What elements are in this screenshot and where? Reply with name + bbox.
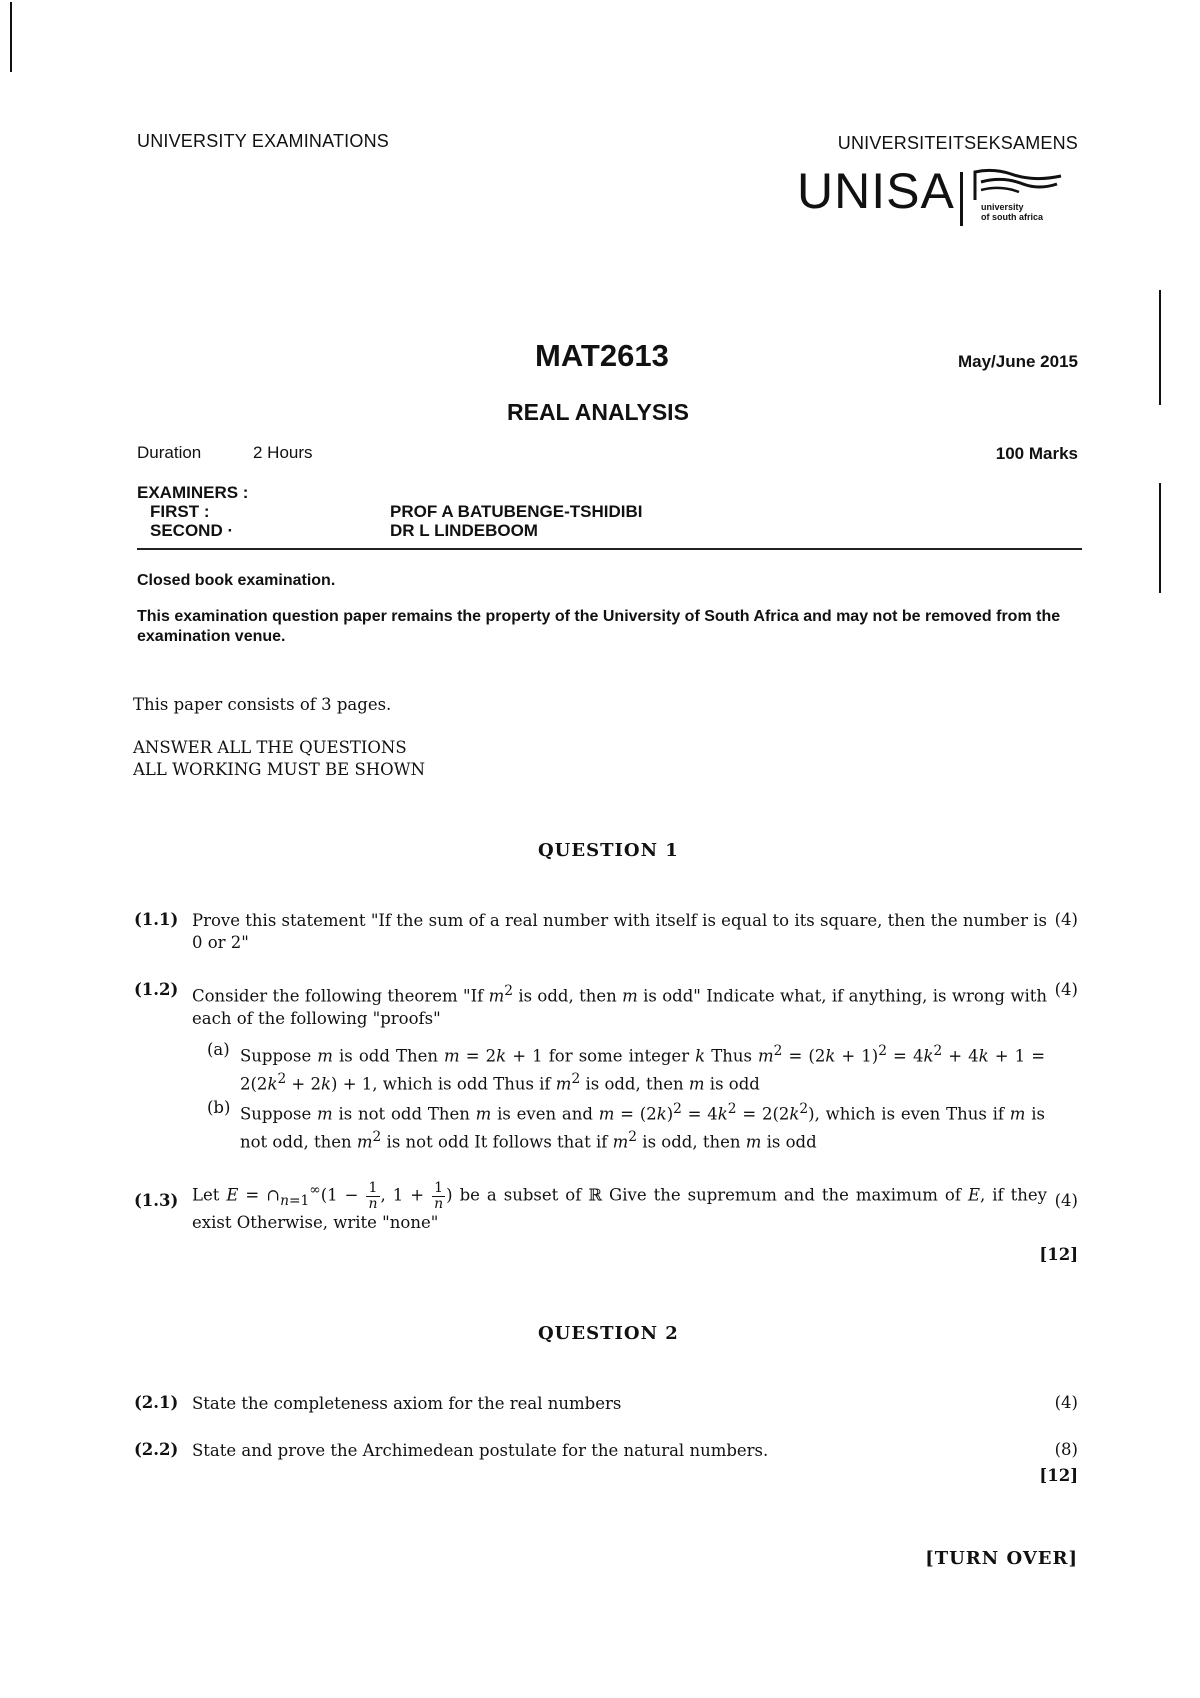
question-1-3-number: (1.3): [134, 1191, 179, 1210]
question-2-total: [12]: [1039, 1466, 1078, 1485]
question-1-1-number: (1.1): [134, 910, 179, 929]
question-2-2-number: (2.2): [134, 1440, 179, 1459]
proof-a-letter: (a): [207, 1040, 230, 1059]
fraction-1-over-n-a: $\frac{1}{n}$: [368, 1179, 378, 1212]
question-1-2-text-b: is odd, then: [512, 986, 623, 1006]
header-right-title: UNIVERSITEITSEKSAMENS: [837, 133, 1078, 153]
examiner-second-name: DR L LINDEBOOM: [390, 521, 538, 540]
question-1-title: QUESTION 1: [538, 840, 679, 861]
question-1-total: [12]: [1039, 1245, 1078, 1264]
property-notice: This examination question paper remains the property of the University of South Africa and may not be removed from the examination venue.: [137, 608, 1061, 645]
unisa-logo-emblem-icon: [973, 168, 1063, 202]
duration-label: Duration: [137, 443, 202, 462]
examiner-second-label: SECOND ·: [150, 521, 234, 540]
question-1-3-text-c: , if they exist Otherwise, write "none": [192, 1185, 1047, 1232]
unisa-logo-sub-2: of south africa: [981, 212, 1044, 222]
question-2-1-number: (2.1): [134, 1393, 179, 1412]
header-rule: [137, 548, 1082, 550]
question-2-title: QUESTION 2: [538, 1323, 679, 1344]
question-1-2-number: (1.2): [134, 980, 179, 999]
question-1-2-marks: (4): [1054, 980, 1078, 999]
unisa-logo-sub-1: university: [981, 202, 1024, 212]
working-notice: ALL WORKING MUST BE SHOWN: [133, 760, 426, 779]
proof-b-letter: (b): [207, 1098, 231, 1117]
pages-notice: This paper consists of 3 pages.: [133, 695, 392, 714]
turn-over-label: [TURN OVER]: [925, 1548, 1078, 1569]
course-code: MAT2613: [535, 338, 669, 373]
unisa-logo-divider: [960, 172, 963, 226]
header-left-title: UNIVERSITY EXAMINATIONS: [137, 131, 389, 151]
question-1-3-text-b: be a subset of ℝ Give the supremum and the maximum of: [452, 1185, 968, 1205]
question-2-2-text: State and prove the Archimedean postulate for the natural numbers.: [192, 1441, 769, 1460]
question-2-2-marks: (8): [1054, 1440, 1078, 1459]
answer-all-notice: ANSWER ALL THE QUESTIONS: [133, 738, 407, 757]
duration-value: 2 Hours: [253, 443, 313, 462]
scan-mark-right-2: [1159, 483, 1161, 593]
fraction-1-over-n-b: $\frac{1}{n}$: [434, 1179, 444, 1212]
total-marks: 100 Marks: [995, 444, 1078, 463]
unisa-logo-word: UNISA: [797, 163, 955, 219]
question-1-2-text-c: is odd" Indicate what, if anything, is wrong with each of the following "proofs": [192, 986, 1047, 1028]
question-1-1-text: Prove this statement "If the sum of a real number with itself is equal to its square, then the number is 0 or 2": [192, 911, 1047, 952]
question-2-1-text: State the completeness axiom for the real numbers: [192, 1394, 622, 1413]
question-1-2-text: Consider the following theorem "If $m^2$ is odd, then m is odd" Indicate what, if anything, is wrong with each of the following "proofs": [192, 983, 1047, 1028]
question-1-3-text: Let $E = \cap_{n=1}^\infty(1$ − $\frac{1}{n}$ , 1 + $\frac{1}{n}$ ) be a subset of ℝ Give the supremum and the maximum of E, if they exist Otherwise, write "none": [192, 1179, 1047, 1232]
question-1-2-text-a: Consider the following theorem "If: [192, 986, 489, 1006]
question-1-3-text-a: Let: [192, 1185, 227, 1205]
examiner-first-label: FIRST :: [150, 502, 210, 521]
subject-title: REAL ANALYSIS: [507, 399, 689, 425]
examiner-first-name: PROF A BATUBENGE-TSHIDIBI: [390, 502, 643, 521]
question-1-1-marks: (4): [1054, 910, 1078, 929]
unisa-logo: [797, 163, 1082, 232]
examiners-heading: EXAMINERS :: [137, 483, 249, 502]
exam-session: May/June 2015: [957, 352, 1078, 371]
scan-mark-left: [10, 2, 12, 72]
scan-mark-right-1: [1159, 290, 1161, 405]
proof-b-text: Suppose m is not odd Then m is even and $m = (2k)^2 = 4k^2 = 2(2k^2)$, which is even Thus if m is not odd, then $m^2$ is not odd It follows that if $m^2$ is odd, then m is odd: [240, 1101, 1045, 1151]
question-2-1-marks: (4): [1054, 1393, 1078, 1412]
question-1-3-marks: (4): [1054, 1191, 1078, 1210]
proof-a-text: Suppose m is odd Then m = 2k + 1 for some integer k Thus $m^2 = (2k + 1)^2 = 4k^2 + 4k + 1 = 2(2k^2 + 2k) + 1$, which is odd Thus if $m^2$ is odd, then m is odd: [240, 1043, 1046, 1093]
closed-book-notice: Closed book examination.: [137, 572, 336, 589]
